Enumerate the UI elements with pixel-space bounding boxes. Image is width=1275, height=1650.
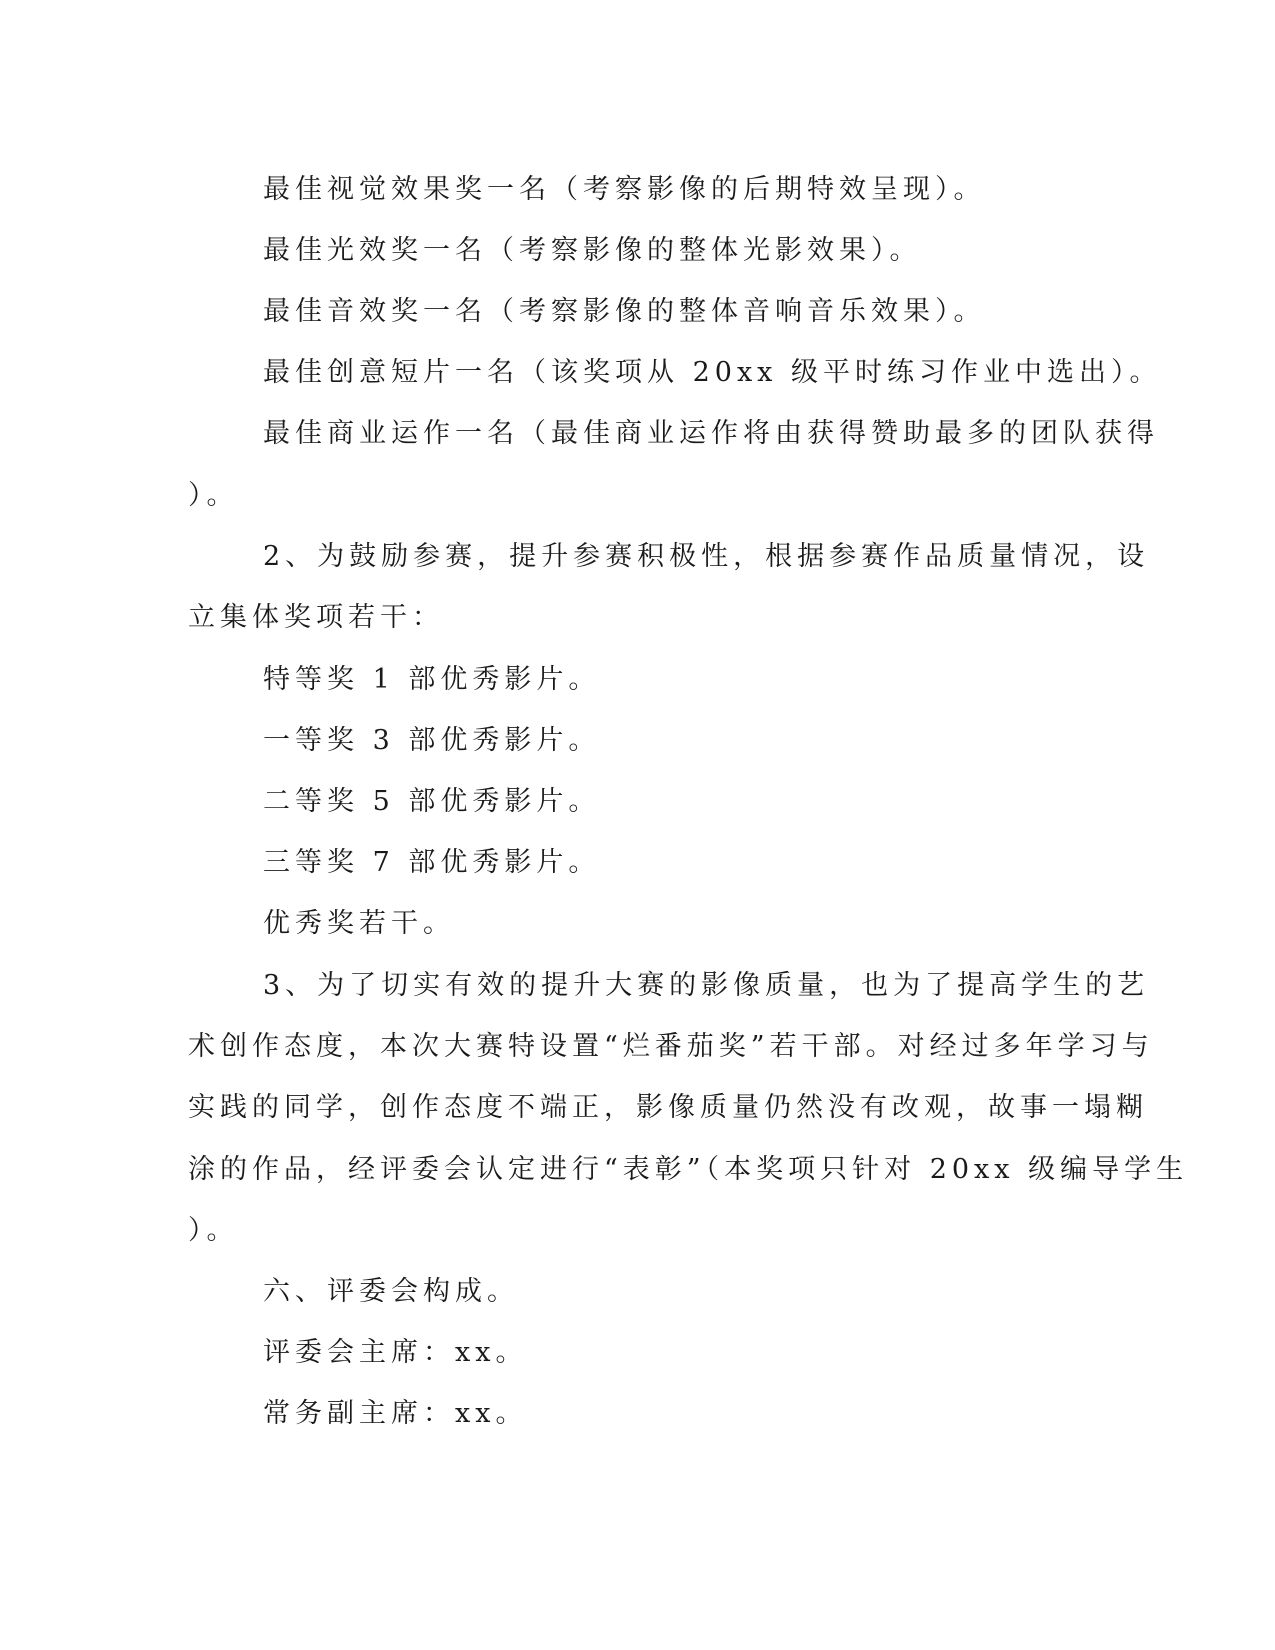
text-line: 立集体奖项若干： (188, 602, 444, 633)
text-line: 最佳光效奖一名（考察影像的整体光影效果）。 (263, 235, 922, 266)
text-line: 常务副主席：xx。 (263, 1398, 528, 1429)
text-line: ）。 (188, 1215, 239, 1246)
text-line: 最佳商业运作一名（最佳商业运作将由获得赞助最多的团队获得 (263, 418, 1159, 449)
text-line: 六、评委会构成。 (263, 1276, 519, 1307)
text-line: 最佳音效奖一名（考察影像的整体音响音乐效果）。 (263, 296, 986, 327)
text-line: 一等奖 3 部优秀影片。 (263, 725, 601, 756)
text-line: 涂的作品，经评委会认定进行“表彰”（本奖项只针对 20xx 级编导学生 (188, 1154, 1189, 1185)
text-line: 特等奖 1 部优秀影片。 (263, 664, 601, 695)
text-line: 2、为鼓励参赛，提升参赛积极性，根据参赛作品质量情况，设 (263, 541, 1150, 572)
text-line: 三等奖 7 部优秀影片。 (263, 847, 601, 878)
text-line: 术创作态度，本次大赛特设置“烂番茄奖”若干部。对经过多年学习与 (188, 1031, 1154, 1062)
text-line: 实践的同学，创作态度不端正，影像质量仍然没有改观，故事一塌糊 (188, 1092, 1148, 1123)
text-line: 3、为了切实有效的提升大赛的影像质量，也为了提高学生的艺 (263, 970, 1150, 1001)
text-line: ）。 (188, 480, 239, 511)
text-line: 优秀奖若干。 (263, 908, 455, 939)
text-line: 评委会主席：xx。 (263, 1337, 528, 1368)
text-line: 最佳创意短片一名（该奖项从 20xx 级平时练习作业中选出）。 (263, 357, 1162, 388)
text-line: 二等奖 5 部优秀影片。 (263, 786, 601, 817)
text-line: 最佳视觉效果奖一名（考察影像的后期特效呈现）。 (263, 174, 986, 205)
